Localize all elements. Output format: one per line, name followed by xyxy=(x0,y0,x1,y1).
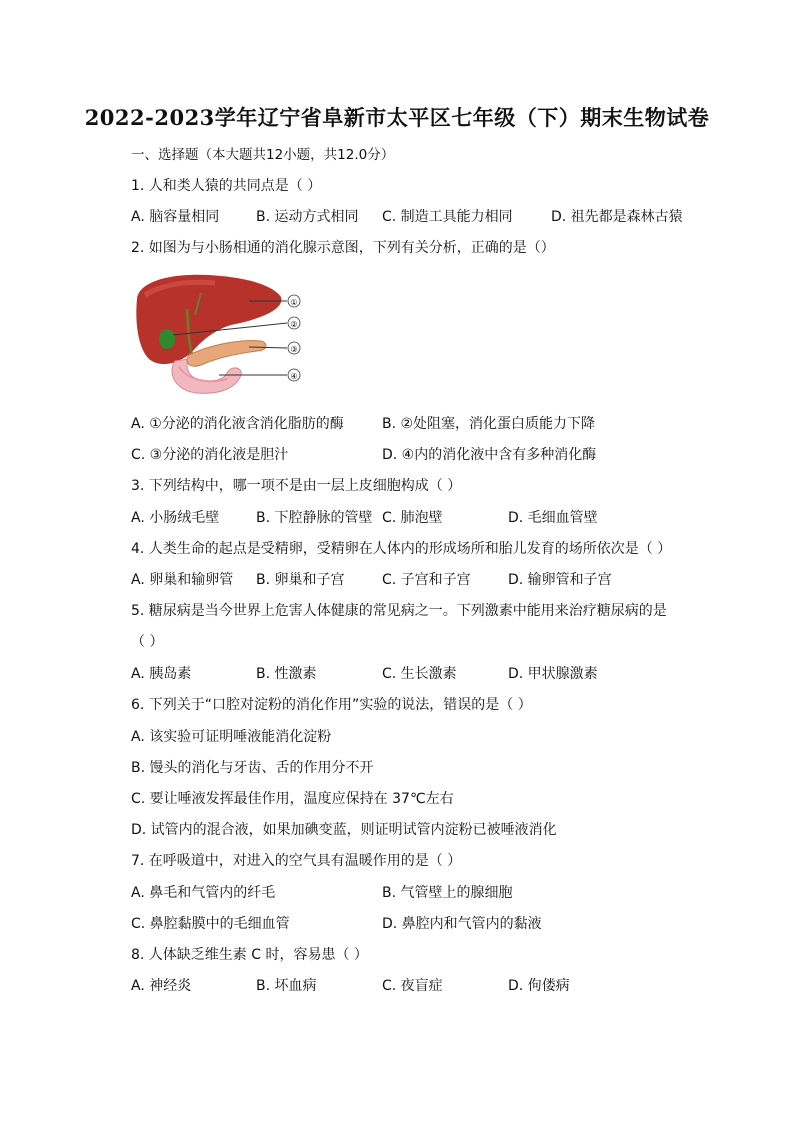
q4-option-d: D. 输卵管和子宫 xyxy=(508,572,612,588)
q2-option-c: C. ③分泌的消化液是胆汁 xyxy=(131,447,289,463)
q1-option-d: D. 祖先都是森林古猿 xyxy=(551,209,683,225)
question-5-stem-continued: （ ） xyxy=(131,634,164,650)
q1-option-a: A. 脑容量相同 xyxy=(131,209,220,225)
q3-option-c: C. 肺泡壁 xyxy=(382,510,443,526)
q8-option-a: A. 神经炎 xyxy=(131,978,192,994)
question-1-stem: 1. 人和类人猿的共同点是（ ） xyxy=(131,178,322,194)
q5-option-a: A. 胰岛素 xyxy=(131,666,192,682)
question-3-stem: 3. 下列结构中，哪一项不是由一层上皮细胞构成（ ） xyxy=(131,478,462,494)
q7-option-b: B. 气管壁上的腺细胞 xyxy=(382,885,513,901)
page-title: 2022-2023学年辽宁省阜新市太平区七年级（下）期末生物试卷 xyxy=(84,105,710,130)
question-7-stem: 7. 在呼吸道中，对进入的空气具有温暖作用的是（ ） xyxy=(131,853,462,869)
q5-option-c: C. 生长激素 xyxy=(382,666,457,682)
q6-option-c: C. 要让唾液发挥最佳作用，温度应保持在 37℃左右 xyxy=(131,791,454,807)
q5-option-d: D. 甲状腺激素 xyxy=(508,666,598,682)
figure-label-3: ③ xyxy=(290,345,298,354)
q6-option-a: A. 该实验可证明唾液能消化淀粉 xyxy=(131,729,332,745)
digestive-gland-diagram xyxy=(131,269,303,399)
q6-option-d: D. 试管内的混合液，如果加碘变蓝，则证明试管内淀粉已被唾液消化 xyxy=(131,822,557,838)
q5-option-b: B. 性激素 xyxy=(256,666,317,682)
q3-option-a: A. 小肠绒毛壁 xyxy=(131,510,220,526)
q8-option-b: B. 坏血病 xyxy=(256,978,317,994)
question-5-stem: 5. 糖尿病是当今世界上危害人体健康的常见病之一。下列激素中能用来治疗糖尿病的是 xyxy=(131,603,667,619)
q6-option-b: B. 馒头的消化与牙齿、舌的作用分不开 xyxy=(131,760,374,776)
question-6-stem: 6. 下列关于“口腔对淀粉的消化作用”实验的说法，错误的是（ ） xyxy=(131,697,532,713)
q4-option-a: A. 卵巢和输卵管 xyxy=(131,572,234,588)
question-4-stem: 4. 人类生命的起点是受精卵，受精卵在人体内的形成场所和胎儿发育的场所依次是（ ） xyxy=(131,541,672,557)
q2-option-d: D. ④内的消化液中含有多种消化酶 xyxy=(382,447,597,463)
q1-option-c: C. 制造工具能力相同 xyxy=(382,209,513,225)
q4-option-b: B. 卵巢和子宫 xyxy=(256,572,345,588)
section-header: 一、选择题（本大题共12小题，共12.0分） xyxy=(131,147,395,163)
figure-label-1: ① xyxy=(290,298,298,307)
question-8-stem: 8. 人体缺乏维生素 C 时，容易患（ ） xyxy=(131,947,368,963)
gallbladder-shape xyxy=(159,329,175,349)
q4-option-c: C. 子宫和子宫 xyxy=(382,572,471,588)
q7-option-d: D. 鼻腔内和气管内的黏液 xyxy=(382,916,542,932)
q8-option-d: D. 佝偻病 xyxy=(508,978,570,994)
q7-option-c: C. 鼻腔黏膜中的毛细血管 xyxy=(131,916,290,932)
figure-label-2: ② xyxy=(290,320,298,329)
q2-option-a: A. ①分泌的消化液含消化脂肪的酶 xyxy=(131,416,344,432)
q3-option-d: D. 毛细血管壁 xyxy=(508,510,598,526)
q7-option-a: A. 鼻毛和气管内的纤毛 xyxy=(131,885,276,901)
q3-option-b: B. 下腔静脉的管壁 xyxy=(256,510,373,526)
q2-option-b: B. ②处阻塞，消化蛋白质能力下降 xyxy=(382,416,596,432)
figure-label-4: ④ xyxy=(290,372,298,381)
q8-option-c: C. 夜盲症 xyxy=(382,978,443,994)
q1-option-b: B. 运动方式相同 xyxy=(256,209,359,225)
question-2-stem: 2. 如图为与小肠相通的消化腺示意图，下列有关分析，正确的是（） xyxy=(131,240,555,256)
